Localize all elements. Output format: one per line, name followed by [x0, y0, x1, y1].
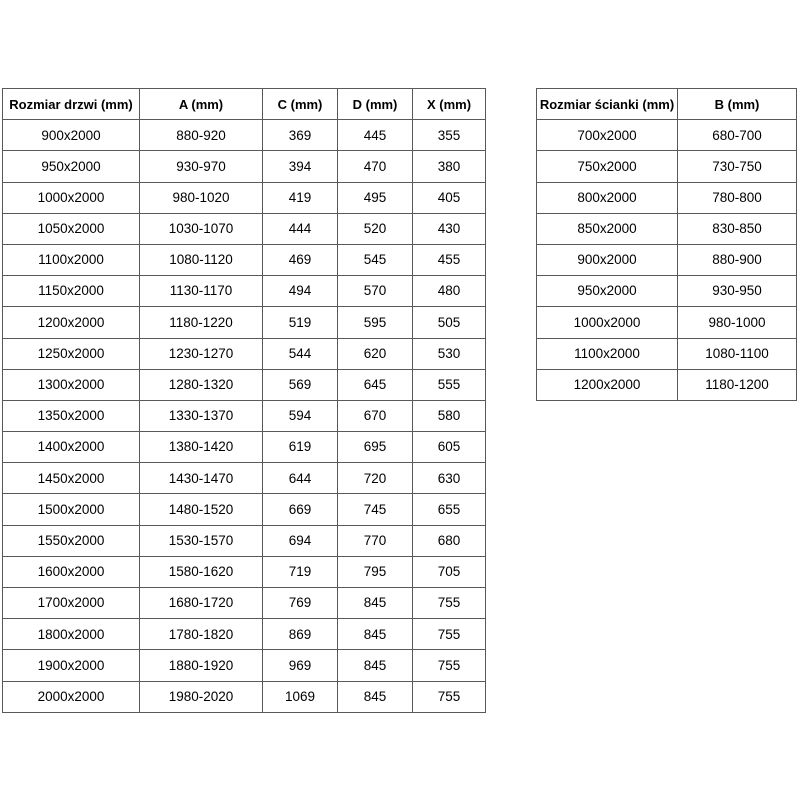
walls-header-b: B (mm) — [678, 89, 797, 120]
table-cell: 969 — [263, 650, 338, 681]
table-cell: 405 — [413, 182, 486, 213]
table-cell: 595 — [338, 307, 413, 338]
table-cell: 745 — [338, 494, 413, 525]
table-cell: 1100x2000 — [537, 338, 678, 369]
table-cell: 1500x2000 — [3, 494, 140, 525]
table-row — [3, 619, 486, 650]
table-cell: 770 — [338, 525, 413, 556]
table-cell: 1280-1320 — [140, 369, 263, 400]
table-cell: 495 — [338, 182, 413, 213]
table-row — [3, 400, 486, 431]
table-cell: 1300x2000 — [3, 369, 140, 400]
table-row — [537, 338, 797, 369]
walls-header-rozmiar-scianki: Rozmiar ścianki (mm) — [537, 89, 678, 120]
table-cell: 755 — [413, 619, 486, 650]
table-row — [3, 525, 486, 556]
table-cell: 1530-1570 — [140, 525, 263, 556]
table-cell: 355 — [413, 120, 486, 151]
table-row — [3, 369, 486, 400]
table-cell: 505 — [413, 307, 486, 338]
table-cell: 669 — [263, 494, 338, 525]
table-cell: 1780-1820 — [140, 619, 263, 650]
walls-table-body — [537, 120, 797, 401]
table-cell: 1680-1720 — [140, 588, 263, 619]
table-cell: 730-750 — [678, 151, 797, 182]
table-cell: 980-1000 — [678, 307, 797, 338]
table-cell: 1200x2000 — [537, 369, 678, 400]
table-cell: 569 — [263, 369, 338, 400]
table-cell: 480 — [413, 276, 486, 307]
table-cell: 1980-2020 — [140, 681, 263, 712]
table-cell: 1050x2000 — [3, 213, 140, 244]
table-cell: 1480-1520 — [140, 494, 263, 525]
table-cell: 1380-1420 — [140, 432, 263, 463]
table-cell: 900x2000 — [537, 244, 678, 275]
doors-header-x: X (mm) — [413, 89, 486, 120]
table-cell: 755 — [413, 588, 486, 619]
doors-dimensions-table — [2, 88, 486, 713]
table-row — [3, 588, 486, 619]
table-cell: 755 — [413, 681, 486, 712]
table-cell: 1180-1200 — [678, 369, 797, 400]
table-cell: 469 — [263, 244, 338, 275]
table-cell: 680 — [413, 525, 486, 556]
doors-header-d: D (mm) — [338, 89, 413, 120]
table-row — [3, 650, 486, 681]
table-row — [537, 151, 797, 182]
table-cell: 580 — [413, 400, 486, 431]
table-cell: 1550x2000 — [3, 525, 140, 556]
table-cell: 519 — [263, 307, 338, 338]
table-cell: 570 — [338, 276, 413, 307]
table-cell: 1250x2000 — [3, 338, 140, 369]
table-cell: 845 — [338, 650, 413, 681]
table-cell: 845 — [338, 588, 413, 619]
table-cell: 1580-1620 — [140, 556, 263, 587]
table-cell: 1180-1220 — [140, 307, 263, 338]
table-cell: 630 — [413, 463, 486, 494]
table-cell: 645 — [338, 369, 413, 400]
table-cell: 619 — [263, 432, 338, 463]
table-cell: 980-1020 — [140, 182, 263, 213]
table-cell: 720 — [338, 463, 413, 494]
table-row — [537, 369, 797, 400]
table-cell: 655 — [413, 494, 486, 525]
table-row — [3, 151, 486, 182]
table-cell: 1330-1370 — [140, 400, 263, 431]
table-cell: 1130-1170 — [140, 276, 263, 307]
walls-table-header-row — [537, 89, 797, 120]
table-cell: 444 — [263, 213, 338, 244]
table-cell: 705 — [413, 556, 486, 587]
doors-header-rozmiar-drzwi: Rozmiar drzwi (mm) — [3, 89, 140, 120]
table-cell: 445 — [338, 120, 413, 151]
table-cell: 1400x2000 — [3, 432, 140, 463]
table-cell: 1350x2000 — [3, 400, 140, 431]
table-cell: 750x2000 — [537, 151, 678, 182]
table-cell: 795 — [338, 556, 413, 587]
table-cell: 1600x2000 — [3, 556, 140, 587]
table-cell: 455 — [413, 244, 486, 275]
table-cell: 530 — [413, 338, 486, 369]
table-cell: 1230-1270 — [140, 338, 263, 369]
table-cell: 1100x2000 — [3, 244, 140, 275]
table-cell: 950x2000 — [537, 276, 678, 307]
table-cell: 544 — [263, 338, 338, 369]
table-cell: 830-850 — [678, 213, 797, 244]
table-cell: 850x2000 — [537, 213, 678, 244]
table-cell: 700x2000 — [537, 120, 678, 151]
table-row — [3, 556, 486, 587]
table-cell: 419 — [263, 182, 338, 213]
table-row — [3, 213, 486, 244]
table-cell: 800x2000 — [537, 182, 678, 213]
table-cell: 900x2000 — [3, 120, 140, 151]
table-cell: 644 — [263, 463, 338, 494]
table-cell: 950x2000 — [3, 151, 140, 182]
table-cell: 880-900 — [678, 244, 797, 275]
table-cell: 594 — [263, 400, 338, 431]
table-cell: 1800x2000 — [3, 619, 140, 650]
doors-table-header-row — [3, 89, 486, 120]
table-cell: 1000x2000 — [3, 182, 140, 213]
table-row — [3, 276, 486, 307]
table-cell: 545 — [338, 244, 413, 275]
doors-header-c: C (mm) — [263, 89, 338, 120]
table-row — [537, 307, 797, 338]
table-cell: 394 — [263, 151, 338, 182]
table-row — [3, 338, 486, 369]
table-cell: 2000x2000 — [3, 681, 140, 712]
table-cell: 869 — [263, 619, 338, 650]
table-cell: 670 — [338, 400, 413, 431]
table-cell: 555 — [413, 369, 486, 400]
table-cell: 1700x2000 — [3, 588, 140, 619]
table-cell: 1030-1070 — [140, 213, 263, 244]
table-cell: 930-950 — [678, 276, 797, 307]
table-cell: 369 — [263, 120, 338, 151]
table-row — [3, 494, 486, 525]
table-cell: 1880-1920 — [140, 650, 263, 681]
table-cell: 1200x2000 — [3, 307, 140, 338]
table-cell: 1430-1470 — [140, 463, 263, 494]
table-cell: 694 — [263, 525, 338, 556]
table-row — [537, 213, 797, 244]
table-row — [537, 182, 797, 213]
table-cell: 470 — [338, 151, 413, 182]
table-cell: 1069 — [263, 681, 338, 712]
table-cell: 680-700 — [678, 120, 797, 151]
table-cell: 1150x2000 — [3, 276, 140, 307]
table-cell: 520 — [338, 213, 413, 244]
table-cell: 494 — [263, 276, 338, 307]
table-cell: 430 — [413, 213, 486, 244]
doors-header-a: A (mm) — [140, 89, 263, 120]
table-row — [3, 307, 486, 338]
table-cell: 719 — [263, 556, 338, 587]
table-cell: 1450x2000 — [3, 463, 140, 494]
table-cell: 1000x2000 — [537, 307, 678, 338]
table-cell: 880-920 — [140, 120, 263, 151]
table-cell: 605 — [413, 432, 486, 463]
doors-table-body — [3, 120, 486, 713]
table-cell: 930-970 — [140, 151, 263, 182]
table-cell: 620 — [338, 338, 413, 369]
table-row — [3, 120, 486, 151]
table-row — [3, 681, 486, 712]
table-row — [3, 244, 486, 275]
table-row — [3, 432, 486, 463]
table-cell: 755 — [413, 650, 486, 681]
table-cell: 695 — [338, 432, 413, 463]
table-row — [537, 276, 797, 307]
table-cell: 380 — [413, 151, 486, 182]
table-cell: 1900x2000 — [3, 650, 140, 681]
table-row — [537, 120, 797, 151]
table-row — [3, 463, 486, 494]
walls-dimensions-table — [536, 88, 797, 401]
table-cell: 845 — [338, 619, 413, 650]
table-cell: 845 — [338, 681, 413, 712]
table-cell: 769 — [263, 588, 338, 619]
table-cell: 1080-1120 — [140, 244, 263, 275]
table-row — [537, 244, 797, 275]
table-row — [3, 182, 486, 213]
table-cell: 1080-1100 — [678, 338, 797, 369]
table-cell: 780-800 — [678, 182, 797, 213]
